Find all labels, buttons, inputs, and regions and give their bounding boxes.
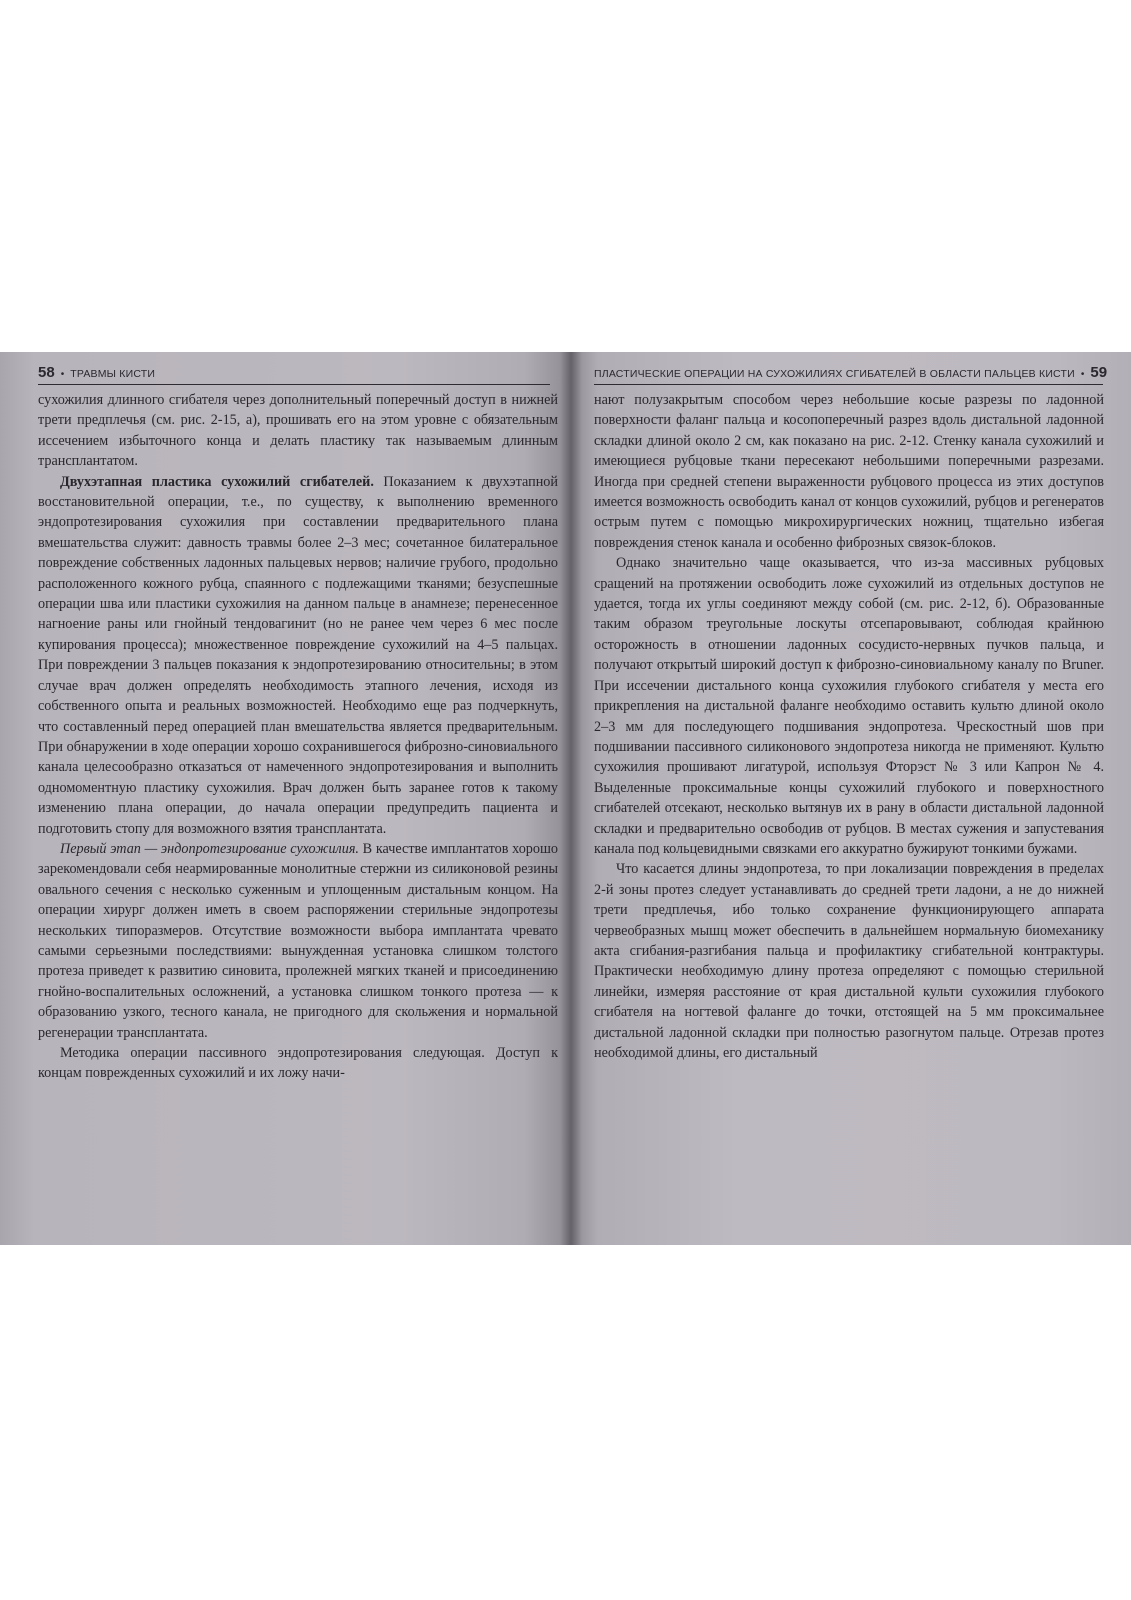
right-running-head-title: ПЛАСТИЧЕСКИЕ ОПЕРАЦИИ НА СУХОЖИЛИЯХ СГИБАТЕЛЕЙ В ОБЛАСТИ ПАЛЬЦЕВ КИСТИ: [594, 368, 1075, 380]
paragraph-text: В качестве имплантатов хорошо зарекомендовали себя неармированные монолитные стержни из силиконовой резины овального сечения с несколько суженным и уплощенным дистальным концом. На операции хирург должен иметь в своем распоряжении стерильные эндопротезы нескольких типоразмеров. Отсутствие возможности выбора имплантата чревато самыми серьезными последствиями: вынужденная установка слишком толстого протеза приведет к развитию синовита, пролежней мягких тканей и присоединению гнойно-воспалительных осложнений, а установка слишком тонкого протеза — к образованию узкого, тесного канала, не пригодного для скольжения и нормальной регенерации трансплантата.: [38, 840, 558, 1041]
paragraph-text: сухожилия длинного сгибателя через дополнительный поперечный доступ в нижней трети предплечья (см. рис. 2-15, а), прошивать его на этом уровне с обязательным иссечением избыточного конца и делать пластику так называемым длинным трансплантатом.: [38, 392, 558, 470]
right-page-text: [594, 390, 1104, 1063]
right-page: [570, 352, 1131, 1245]
paragraph-text: Показанием к двухэтапной восстановительной операции, т.е., по существу, к выполнению временного эндопротезирования сухожилия при составлении предварительного плана вмешательства служит: давность травмы более 2–3 мес; сочетанное билатеральное повреждение собственных ладонных пальцевых нервов; наличие грубого, продольно расположенного кожного рубца, спаянного с подлежащими тканями; безуспешные операции шва или пластики сухожилия на данном пальце в анамнезе; перенесенное нагноение раны или гнойный тендовагинит (но не ранее чем через 6 мес после купирования процесса); множественное повреждение сухожилий на 4–5 пальцах. При повреждении 3 пальцев показания к эндопротезированию относительны; в этом случае врач должен определять необходимость этапного лечения, исходя из собственного опыта и реальных возможностей. Необходимо еще раз подчеркнуть, что составленный перед операцией план вмешательства является предварительным. При обнаружении в ходе операции хорошо сохранившегося фиброзно-синовиального канала целесообразно отказаться от намеченного эндопротезирования и выполнить одномоментную пластику сухожилия. Врач должен быть заранее готов к такому изменению плана операции, до начала операции предупредить пациента и подготовить стопу для возможного взятия трансплантата.: [38, 473, 558, 837]
left-page: [0, 352, 570, 1245]
left-page-number: 58: [38, 364, 55, 381]
paragraph-text: Однако значительно чаще оказывается, что из-за массивных рубцовых сращений на протяжении освободить ложе сухожилий из отдельных доступов не удается, тогда их углы соединяют между собой (см. рис. 2-12, б). Образованные таким образом треугольные лоскуты отсепаровывают, соблюдая крайнюю осторожность в отношении ладонных сосудисто-нервных пучков пальца, и получают открытый широкий доступ к фиброзно-синовиальному каналу по Bruner. При иссечении дистального конца сухожилия глубокого сгибателя у места его прикрепления на дистальной фаланге необходимо оставить культю длиной около 2–3 мм для последующего подшивания эндопротеза. Чрескостный шов при подшивании пассивного силиконового эндопротеза никогда не применяют. Культю сухожилия прошивают лигатурой, используя Фторэст № 3 или Капрон № 4. Выделенные проксимальные концы сухожилий глубокого и поверхностного сгибателей отсекают, несколько вытянув их в рану в области дистальной ладонной складки и предварительно освободив от рубцов. В местах сужения и запустевания канала под кольцевидными связками его аккуратно бужируют тонкими бужами.: [594, 555, 1104, 857]
left-running-head-title: ТРАВМЫ КИСТИ: [70, 368, 156, 380]
paragraph: [38, 390, 558, 472]
run-in-italic-heading: Первый этап — эндопротезирование сухожилия.: [60, 840, 359, 857]
book-spread: [0, 352, 1131, 1245]
left-page-text: [38, 390, 558, 1084]
paragraph-text: нают полузакрытым способом через небольшие косые разрезы по ладонной поверхности фаланг пальца и косопоперечный разрез вдоль дистальной ладонной складки длиной около 2 см, как показано на рис. 2-12. Стенку канала сухожилий и имеющиеся рубцовые ткани пересекают небольшими поперечными разрезами. Иногда при средней степени выраженности рубцового процесса из этих доступов имеется возможность освободить канал от концов сухожилий, рубцов и регенератов острым путем с помощью микрохирургических ножниц, тщательно избегая повреждения стенок канала и особенно фиброзных связок-блоков.: [594, 392, 1104, 551]
right-header-rule: [594, 384, 1103, 385]
book-gutter: [560, 352, 582, 1245]
bullet-icon: •: [1080, 369, 1085, 380]
right-page-number: 59: [1090, 364, 1108, 381]
paragraph: [38, 1043, 558, 1084]
paragraph: [594, 859, 1104, 1063]
paragraph: [38, 472, 558, 839]
paragraph-text: Что касается длины эндопротеза, то при локализации повреждения в пределах 2-й зоны протез следует устанавливать до средней трети ладони, а не до нижней трети предплечья, ибо только сохранение функционирующего аппарата червеобразных мышц может обеспечить в дальнейшем нормальную биомеханику акта сгибания-разгибания пальца и профилактику сгибательной контрактуры. Практически необходимую длину протеза определяют с помощью стерильной линейки, измеряя расстояние от края дистальной культи сухожилия глубокого сгибателя на ногтевой фаланге до точки, отстоящей на 5 мм проксимальнее дистальной ладонной складки при полностью разогнутом пальце. Отрезав протез необходимой длины, его дистальный: [594, 861, 1104, 1061]
right-running-head: [594, 364, 1108, 382]
run-in-heading: Двухэтапная пластика сухожилий сгибателей.: [60, 473, 374, 490]
paragraph-text: Методика операции пассивного эндопротезирования следующая. Доступ к концам поврежденных сухожилий и их ложу начи-: [38, 1045, 558, 1082]
paragraph: [594, 553, 1104, 859]
left-running-head: [38, 364, 552, 382]
paragraph: [594, 390, 1104, 553]
left-header-rule: [38, 384, 550, 385]
bullet-icon: •: [60, 369, 65, 380]
paragraph: [38, 839, 558, 1043]
